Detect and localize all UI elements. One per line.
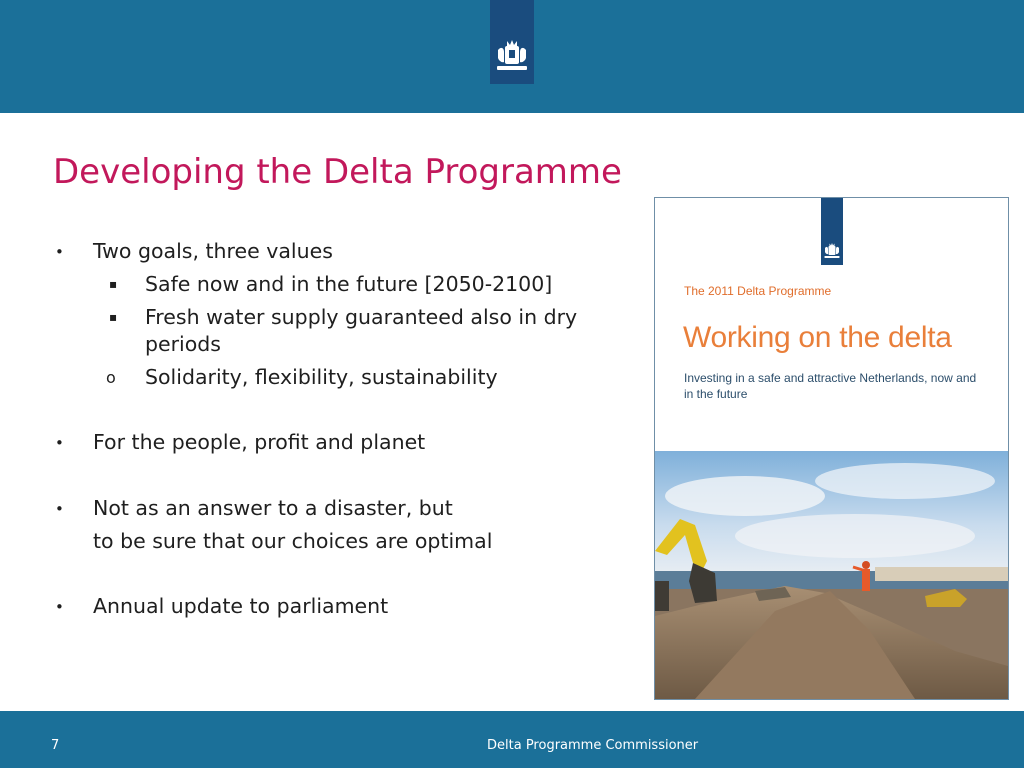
cover-kicker: The 2011 Delta Programme — [684, 284, 832, 298]
slide-title: Developing the Delta Programme — [53, 152, 622, 192]
cover-title: Working on the delta — [683, 321, 952, 354]
bullet-text-continuation: periods — [145, 332, 221, 356]
bullet-text-continuation: to be sure that our choices are optimal — [93, 529, 493, 553]
bullet-marker: o — [106, 368, 116, 387]
bullet-text: Fresh water supply guaranteed also in dry — [145, 305, 578, 329]
cover-subtitle: Investing in a safe and attractive Netherlands, now and in the future — [684, 371, 977, 401]
cover-coat-of-arms-icon — [823, 242, 841, 260]
bullet-text: Annual update to parliament — [93, 594, 389, 618]
bullet-text: Two goals, three values — [93, 239, 333, 263]
beach-construction-photo — [655, 451, 1008, 699]
bullet-marker: ▪ — [109, 277, 118, 291]
bullet-text: Safe now and in the future [2050-2100] — [145, 272, 553, 296]
footer-bar — [0, 711, 1024, 768]
footer-title: Delta Programme Commissioner — [487, 738, 699, 753]
bullet-marker: ▪ — [109, 310, 118, 324]
publication-cover-image — [654, 197, 1009, 700]
bullet-marker: • — [55, 500, 64, 518]
bullet-marker: • — [55, 243, 64, 261]
bullet-text: Solidarity, flexibility, sustainability — [145, 365, 498, 389]
page-number: 7 — [51, 738, 60, 753]
bullet-text: Not as an answer to a disaster, but — [93, 496, 453, 520]
bullet-marker: • — [55, 598, 64, 616]
cover-logo-tab — [821, 198, 843, 265]
bullet-text: For the people, profit and planet — [93, 430, 426, 454]
bullet-marker: • — [55, 434, 64, 452]
